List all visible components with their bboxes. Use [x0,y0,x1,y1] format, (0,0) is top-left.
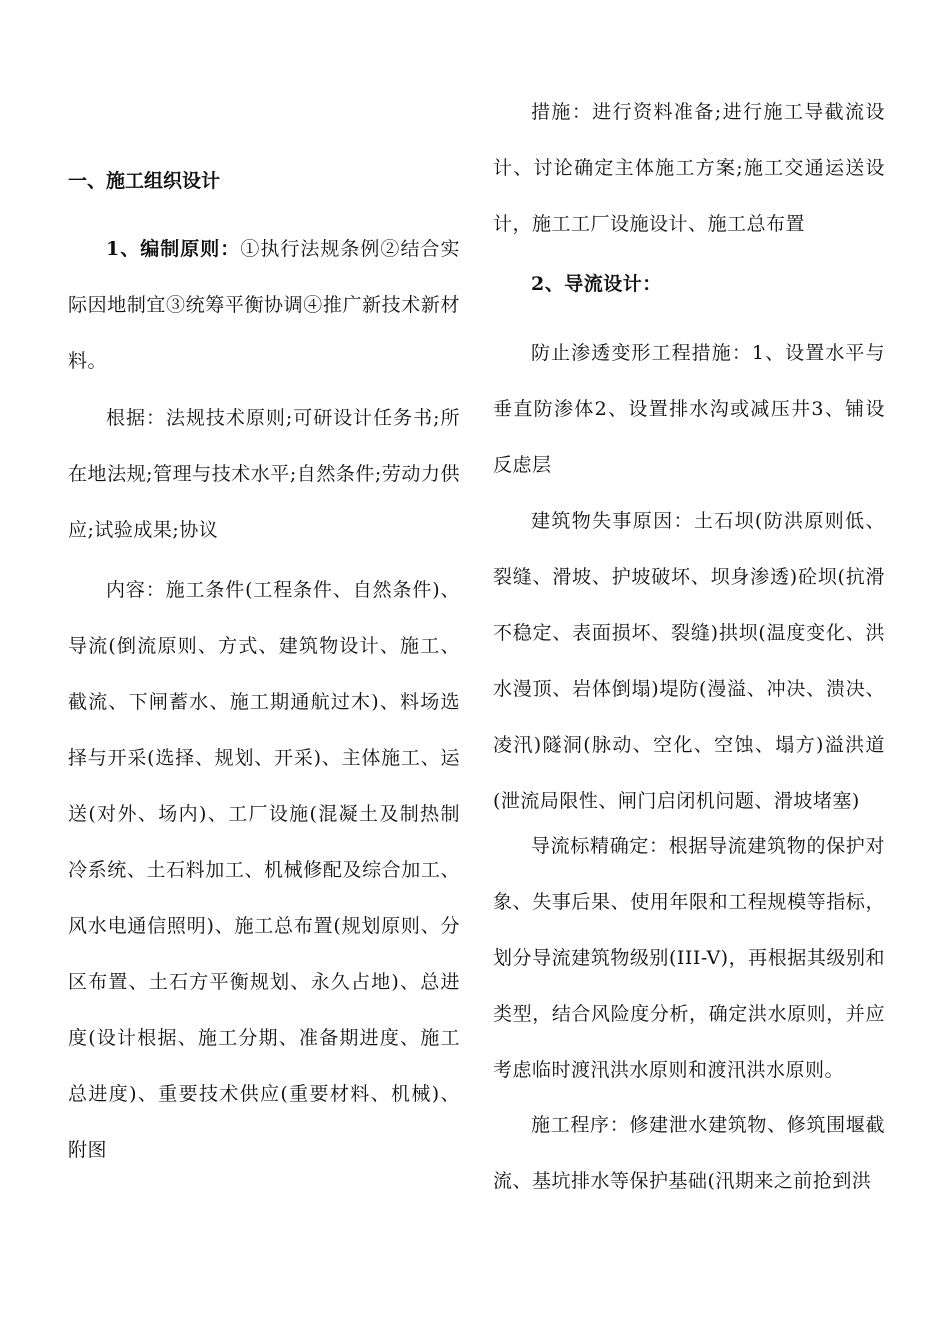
diversion-design-label: 2、导流设计： [531,273,662,295]
basis-paragraph: 根据：法规技术原则;可研设计任务书;所在地法规;管理与技术水平;自然条件;劳动力供应;试验成果;协议 [68,407,460,541]
diversion-design-title [493,256,885,312]
construction-procedure-paragraph: 施工程序：修建泄水建筑物、修筑围堰截流、基坑排水等保护基础(汛期来之前抢到洪 [493,1114,885,1192]
contents-paragraph: 内容：施工条件(工程条件、自然条件)、导流(倒流原则、方式、建筑物设计、施工、截流、下闸蓄水、施工期通航过木)、料场选择与开采(选择、规划、开采)、主体施工、运送(对外、场内)、工厂设施(混凝土及制热制冷系统、土石料加工、机械修配及综合加工、风水电通信照明)、施工总布置(规划原则、分区布置、土石方平衡规划、永久占地)、总进度(设计根据、施工分期、准备期进度、施工总进度)、重要技术供应(重要材料、机械)、附图 [68,579,460,1161]
diversion-standard-paragraph: 导流标精确定：根据导流建筑物的保护对象、失事后果、使用年限和工程规模等指标，划分导流建筑物级别(III-V)，再根据其级别和类型，结合风险度分析，确定洪水原则，并应考虑临时渡汛洪水原则和渡汛洪水原则。 [493,835,885,1081]
failure-causes-paragraph: 建筑物失事原因：土石坝(防洪原则低、裂缝、滑坡、护坡破坏、坝身渗透)砼坝(抗滑不稳定、表面损坏、裂缝)拱坝(温度变化、洪水漫顶、岩体倒塌)堤防(漫溢、冲决、溃决、凌汛)隧洞(脉动、空化、空蚀、塌方)溢洪道(泄流局限性、闸门启闭机问题、滑坡堵塞) [493,510,885,812]
measures-paragraph: 措施：进行资料准备;进行施工导截流设计、讨论确定主体施工方案;施工交通运送设计，施工工厂设施设计、施工总布置 [493,101,885,235]
principles-paragraph [68,221,460,389]
section-title: 一、施工组织设计 [68,170,221,192]
seepage-paragraph: 防止渗透变形工程措施：1、设置水平与垂直防渗体2、设置排水沟或减压井3、铺设反虑层 [493,342,885,476]
principles-label: 1、编制原则： [106,238,241,260]
principles-text: ①执行法规条例②结合实际因地制宜③统筹平衡协调④推广新技术新材料。 [68,238,460,372]
